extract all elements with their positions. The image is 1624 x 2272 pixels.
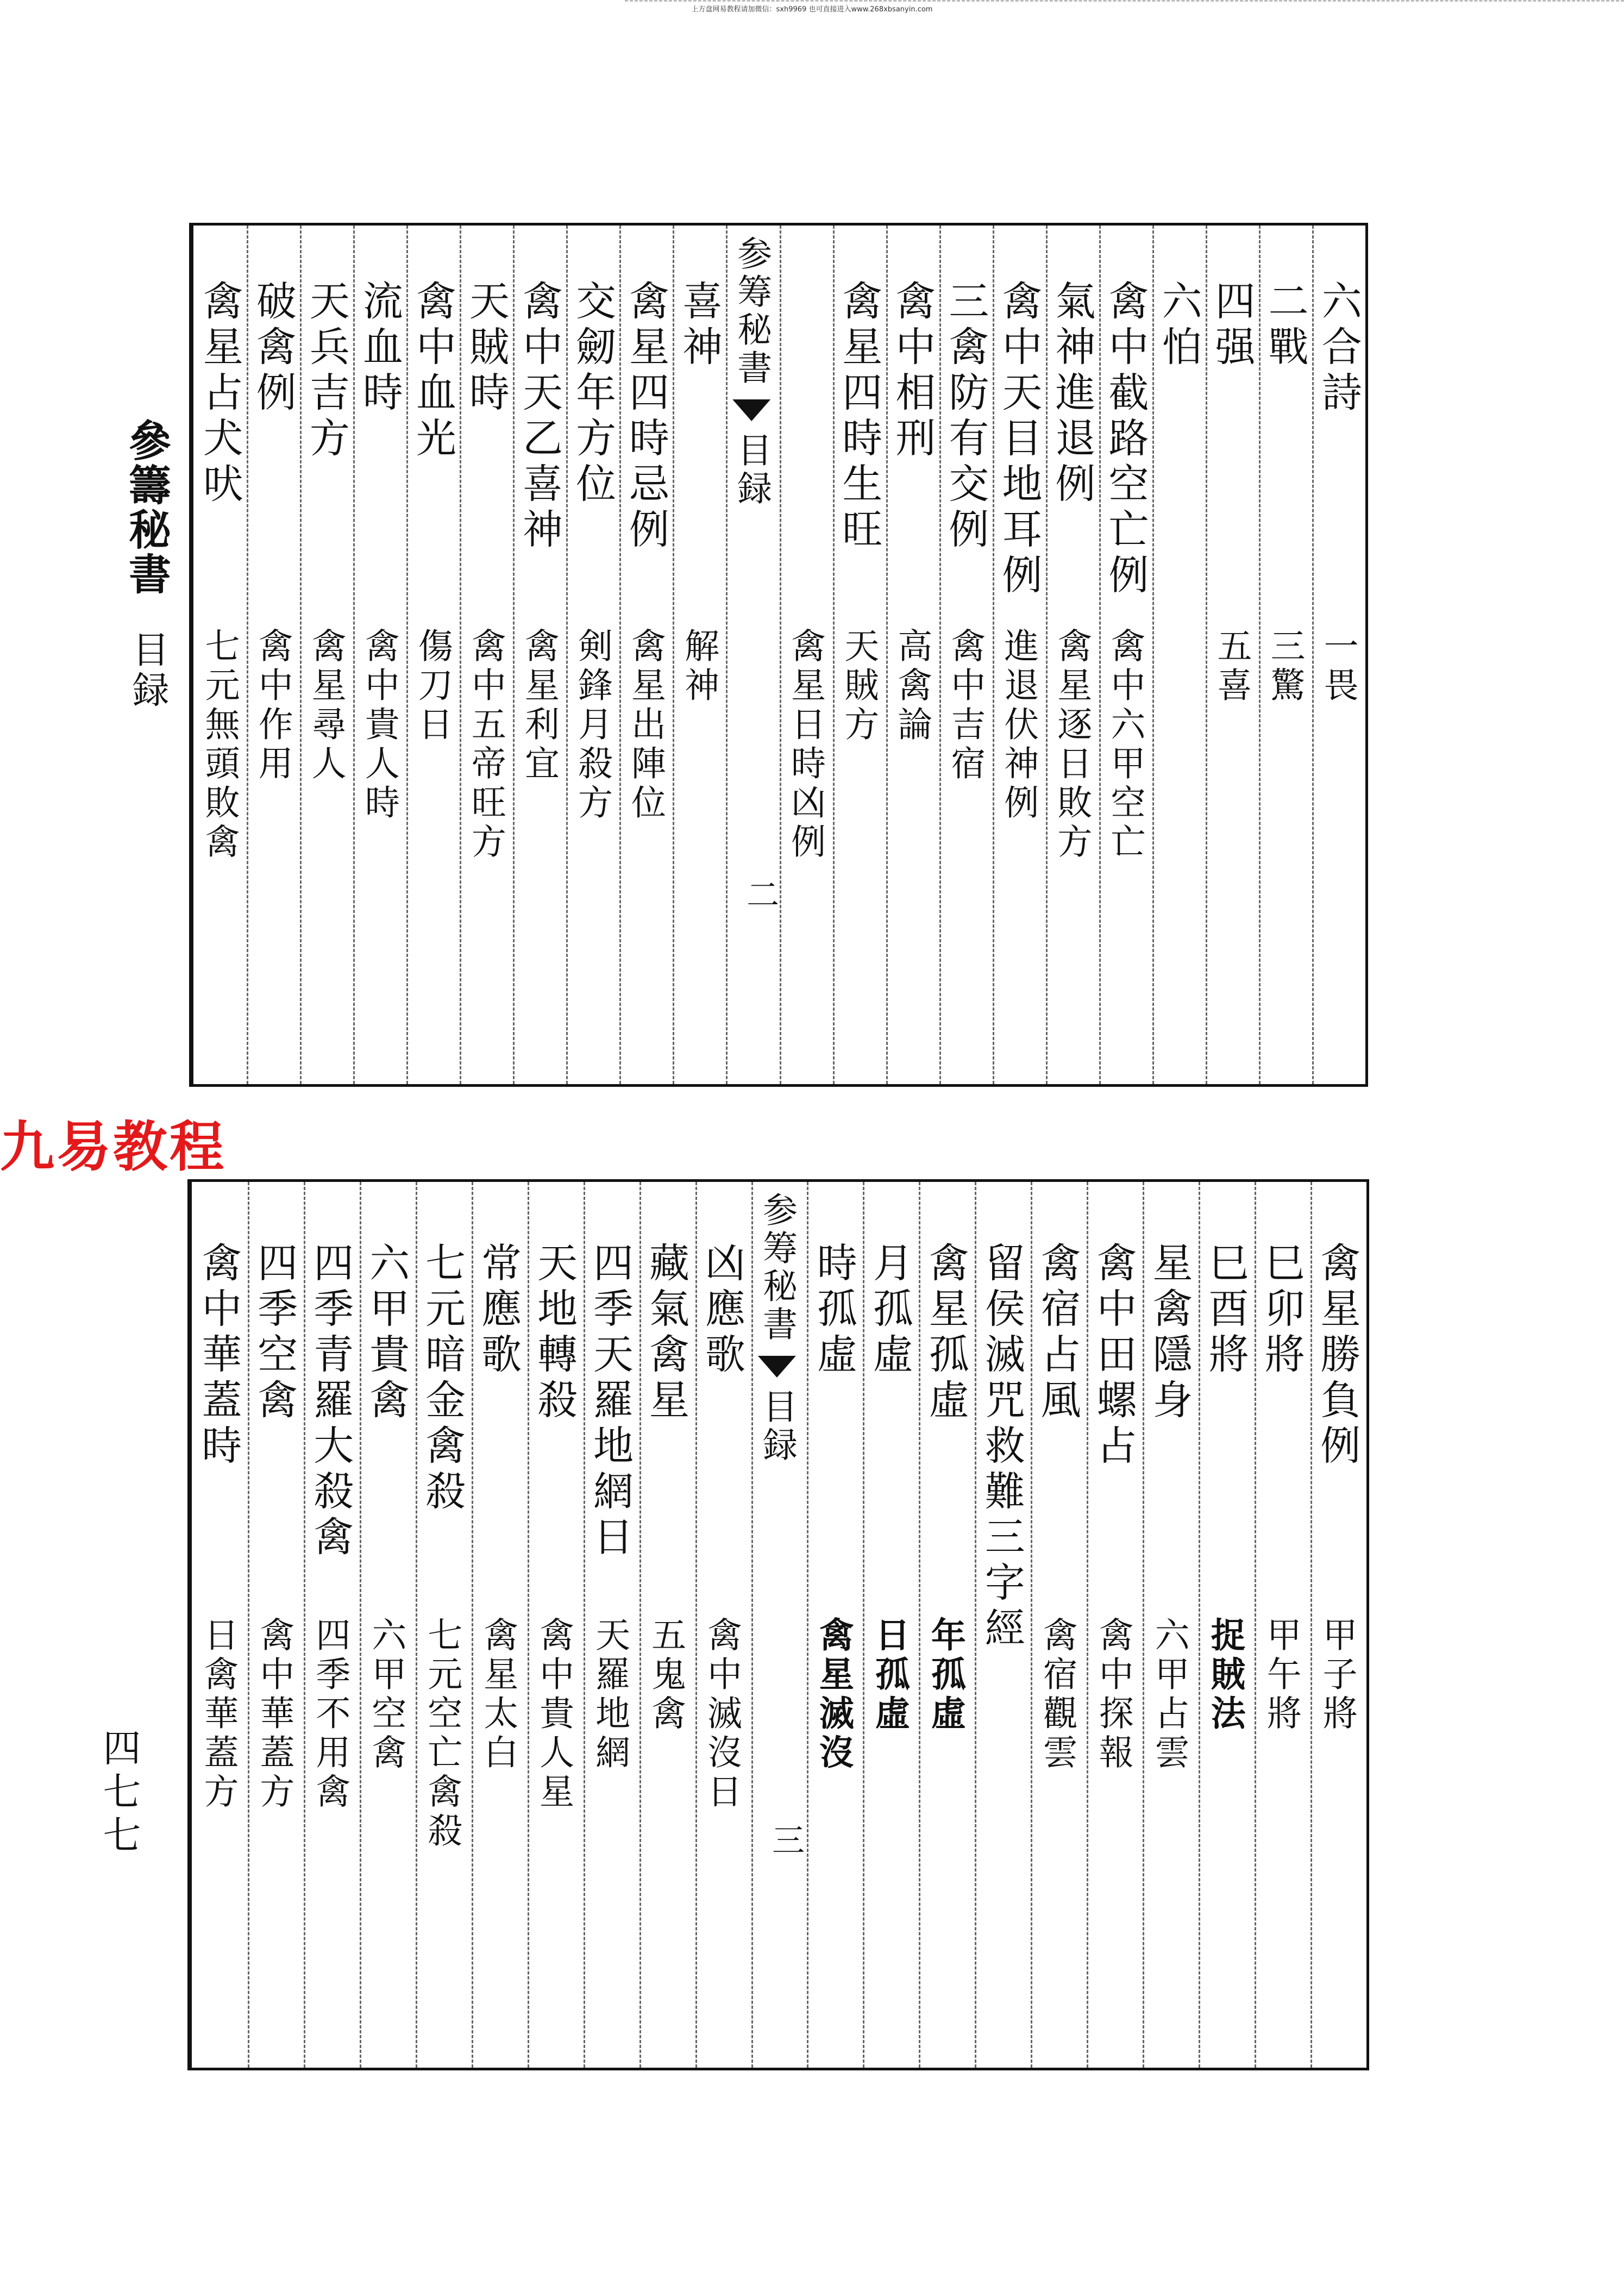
bottom-fold-title: 参筹秘書 [756,1192,797,1344]
top-column-rule [833,226,835,1084]
bottom-entry-lower: 日孤虛 [869,1617,910,1734]
bottom-entry-lower: 禽中貴人星 [534,1617,574,1812]
bottom-entry-lower: 天羅地網 [590,1617,630,1773]
bottom-entry-upper: 六甲貴禽 [363,1242,410,1424]
top-entry-upper: 禽中血光 [409,280,456,462]
top-entry-upper: 喜神 [676,280,723,371]
top-column-rule [513,226,515,1084]
bottom-column-rule [1255,1182,1256,2068]
bottom-contents-panel [187,1179,1369,2070]
top-entry-upper: 三禽防有交例 [942,280,989,554]
bottom-entry-upper: 禽中田螺占 [1090,1242,1137,1470]
top-entry-upper: 禽星四時生旺 [836,280,883,554]
bottom-column-rule [472,1182,473,2068]
bottom-entry-lower: 甲子將 [1316,1617,1357,1734]
bottom-entry-upper: 時孤虛 [810,1242,857,1379]
top-entry-lower: 七元無頭敗禽 [199,628,240,862]
top-entry-upper: 禽中天目地耳例 [995,280,1043,599]
top-column-rule [1152,226,1154,1084]
bottom-entry-upper: 藏氣禽星 [642,1242,689,1424]
bottom-column-rule [1199,1182,1200,2068]
spine-section-label: 目録 [126,630,169,711]
top-entry-upper: 六合詩 [1315,280,1362,417]
top-entry-upper: 禽中天乙喜神 [516,280,563,554]
top-entry-upper: 六怕 [1155,280,1202,371]
spine-book-title: 參籌秘書 [122,418,171,597]
top-entry-upper: 天賊時 [462,280,510,417]
top-entry-upper: 禽中截路空亡例 [1102,280,1149,599]
top-entry-lower: 三驚 [1264,628,1305,706]
bottom-entry-upper: 七元暗金禽殺 [419,1242,466,1516]
top-entry-upper: 天兵吉方 [303,280,350,462]
page-number: 四七七 [97,1728,141,1858]
bottom-column-rule [863,1182,864,2068]
top-fold-number: 二 [741,878,780,910]
top-fold-section: 目録 [731,432,772,508]
bottom-entry-lower: 禽星滅沒 [813,1617,854,1773]
bottom-entry-lower: 禽星太白 [478,1617,518,1773]
top-entry-upper: 禽中相刑 [889,280,936,462]
top-column-rule [1259,226,1261,1084]
top-entry-lower: 禽中六甲空亡 [1105,628,1145,862]
top-entry-lower: 禽中貴人時 [359,628,399,823]
bottom-column-rule [416,1182,417,2068]
top-entry-upper: 二戰 [1262,280,1309,371]
bottom-entry-lower: 四季不用禽 [310,1617,350,1812]
top-contents-panel [189,223,1368,1087]
top-entry-lower: 進退伏神例 [998,628,1039,823]
top-entry-lower: 傷刀日 [412,628,453,745]
bottom-column-rule [639,1182,641,2068]
bottom-entry-upper: 星禽隱身 [1146,1242,1193,1424]
top-entry-lower: 禽星利宜 [518,628,559,784]
bottom-entry-upper: 禽星孤虛 [922,1242,969,1424]
bottom-entry-lower: 禽中滅沒日 [701,1617,742,1812]
top-entry-lower: 高禽論 [892,628,932,745]
top-entry-upper: 流血時 [356,280,403,417]
bottom-fold-section: 目録 [756,1388,797,1464]
bottom-entry-upper: 凶應歌 [698,1242,745,1379]
top-column-rule [673,226,674,1084]
top-column-rule [939,226,941,1084]
bottom-column-rule [248,1182,249,2068]
top-entry-lower: 禽星逐日敗方 [1051,628,1092,862]
top-entry-lower: 天賊方 [838,628,879,745]
top-column-rule [780,226,781,1084]
bottom-fold-marker [758,1356,796,1378]
top-entry-lower: 解神 [679,628,719,706]
bottom-entry-lower: 五鬼禽 [645,1617,686,1734]
top-column-rule [619,226,621,1084]
top-fold-marker [732,399,770,421]
bottom-column-rule [528,1182,529,2068]
bottom-column-rule [360,1182,361,2068]
bottom-entry-lower: 七元空亡禽殺 [422,1617,462,1851]
top-entry-lower: 禽中五帝旺方 [465,628,506,862]
top-entry-lower: 禽星日時凶例 [785,628,826,862]
bottom-entry-upper: 禽星勝負例 [1314,1242,1361,1470]
watermark-logo: 九易教程 [0,1115,226,1179]
bottom-entry-lower: 六甲占雲 [1149,1617,1189,1773]
top-entry-upper: 交劒年方位 [569,280,617,508]
bottom-entry-lower: 禽中華蓋方 [254,1617,294,1812]
bottom-column-rule [975,1182,976,2068]
bottom-entry-upper: 四季空禽 [251,1242,298,1424]
top-entry-lower: 一畏 [1318,628,1358,706]
bottom-entry-upper: 禽宿占風 [1034,1242,1081,1424]
bottom-entry-upper: 禽中華蓋時 [195,1242,242,1470]
bottom-entry-upper: 巳酉將 [1202,1242,1249,1379]
top-column-rule [993,226,994,1084]
top-notice: 上方盘网易教程请加微信：sxh9969 也可直接进入www.268xbsanyin.com [691,5,933,14]
bottom-entry-lower: 日禽華蓋方 [198,1617,239,1812]
bottom-column-rule [1311,1182,1312,2068]
top-column-rule [1312,226,1314,1084]
bottom-column-rule [1031,1182,1032,2068]
top-column-rule [300,226,302,1084]
bottom-entry-upper: 天地轉殺 [531,1242,578,1424]
bottom-entry-upper: 四季天羅地網日 [587,1242,634,1561]
top-column-rule [353,226,355,1084]
top-column-rule [566,226,568,1084]
top-column-rule [1206,226,1207,1084]
bottom-column-rule [919,1182,920,2068]
top-column-rule [460,226,461,1084]
top-column-rule [886,226,888,1084]
bottom-entry-upper: 留侯滅咒救難三字經 [978,1242,1025,1653]
bottom-column-rule [304,1182,305,2068]
top-entry-lower: 五喜 [1211,628,1252,706]
bottom-column-rule [584,1182,585,2068]
top-fold-title: 参筹秘書 [731,235,772,387]
top-column-rule [1046,226,1048,1084]
top-entry-lower: 禽中作用 [252,628,293,784]
bottom-column-rule [1143,1182,1144,2068]
top-entry-lower: 剣鋒月殺方 [572,628,612,823]
top-entry-upper: 四强 [1208,280,1256,371]
top-entry-upper: 禽星四時忌例 [623,280,670,554]
top-entry-lower: 禽星尋人 [305,628,346,784]
top-column-rule [247,226,248,1084]
bottom-entry-lower: 捉賊法 [1205,1617,1246,1734]
top-column-rule [406,226,408,1084]
bottom-column-rule [1087,1182,1088,2068]
top-column-rule [1099,226,1101,1084]
bottom-entry-lower: 年孤虛 [925,1617,966,1734]
top-entry-upper: 氣神進退例 [1049,280,1096,508]
bottom-entry-upper: 常應歌 [475,1242,522,1379]
top-entry-upper: 禽星占犬吠 [196,280,243,508]
bottom-fold-number: 三 [767,1823,805,1856]
bottom-column-rule [751,1182,753,2068]
bottom-entry-lower: 六甲空禽 [366,1617,406,1773]
bottom-entry-upper: 巳卯將 [1258,1242,1305,1379]
top-entry-lower: 禽星出陣位 [625,628,666,823]
bottom-column-rule [695,1182,697,2068]
top-entry-lower: 禽中吉宿 [945,628,986,784]
bottom-entry-upper: 四季青羅大殺禽 [307,1242,354,1561]
bottom-entry-upper: 月孤虛 [866,1242,913,1379]
bottom-entry-lower: 甲午將 [1261,1617,1301,1734]
bottom-entry-lower: 禽宿觀雲 [1037,1617,1077,1773]
bottom-column-rule [807,1182,808,2068]
bottom-entry-lower: 禽中探報 [1093,1617,1133,1773]
top-entry-upper: 破禽例 [249,280,297,417]
top-column-rule [726,226,728,1084]
